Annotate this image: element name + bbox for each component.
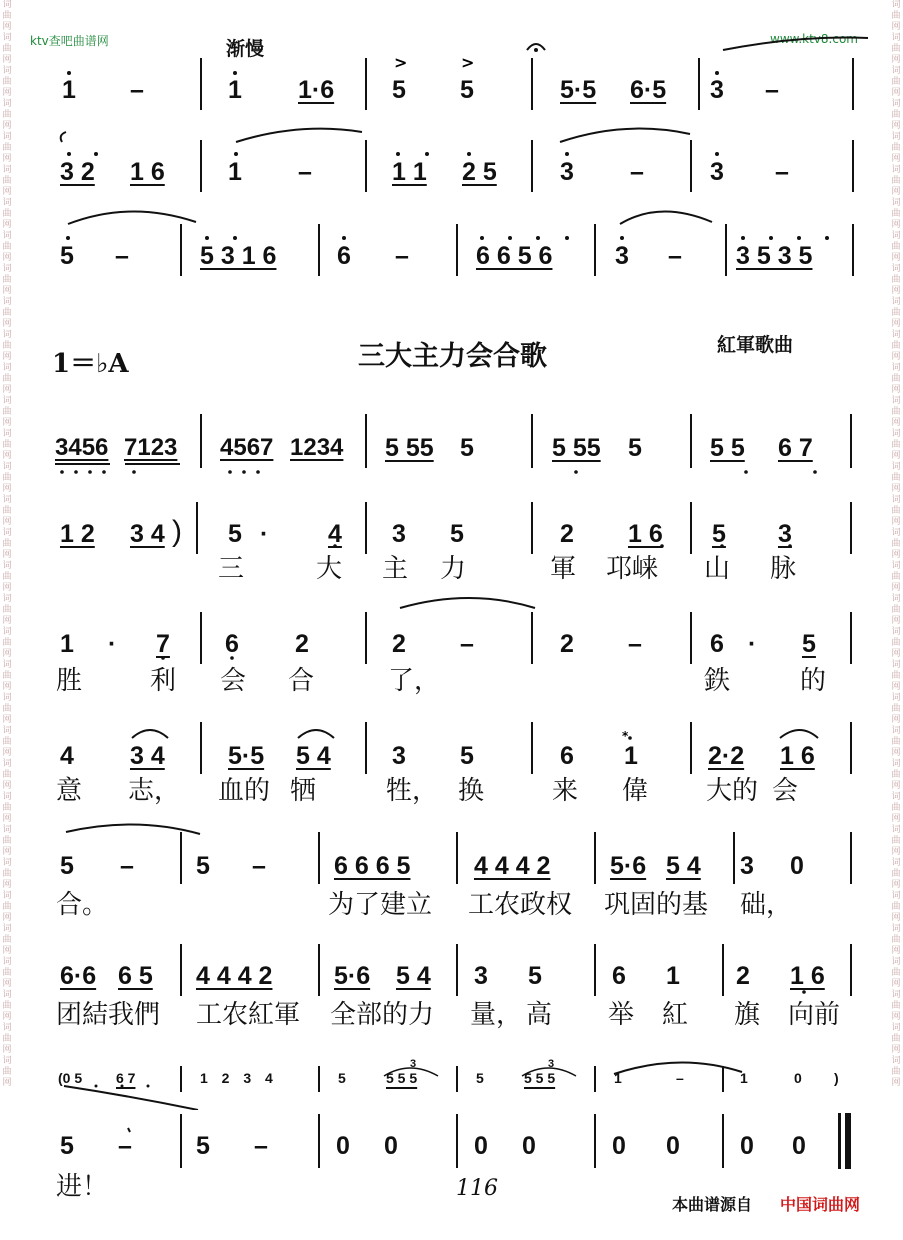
barline [200,722,202,774]
final-barline-thick [845,1113,851,1169]
lyric: 山 [704,554,731,584]
row10-markings [0,1110,903,1200]
note: – [628,630,642,658]
note: 6 7 [116,1070,136,1086]
barline [850,944,852,996]
note: 4 [60,742,74,770]
barline [698,58,700,110]
barline [722,944,724,996]
note: 5 4 [666,852,701,880]
note: 0 [474,1132,488,1160]
lyric: 牲， [386,776,439,806]
lyric: 偉 [622,776,649,806]
note: 1 [614,1070,622,1086]
note: 2 5 [462,158,497,186]
lyric: 工农紅軍 [196,1000,301,1030]
barline [850,722,852,774]
note: 3 [560,158,574,186]
lyric: 换 [458,776,485,806]
final-barline-thin [838,1113,841,1169]
note: 0 [740,1132,754,1160]
note: 2·2 [708,742,745,770]
lyric: 意 [56,776,83,806]
lyric: 高 [526,1000,553,1030]
tempo-mark: 渐慢 [226,38,265,60]
note: 2 [560,520,574,548]
lyric: 全部的力 [330,1000,435,1030]
source-label: 本曲谱源自 [672,1195,753,1214]
lyric: 进！ [56,1172,109,1202]
lyric: 邛崃 [606,554,659,584]
lyric: 旗 [734,1000,761,1030]
note: 5 [802,630,816,658]
lyric: 主 [382,554,409,584]
barline [365,414,367,468]
site-watermark-left: ktv查吧曲谱网 [30,34,109,48]
note: 5·5 [560,76,597,104]
note: 4 4 4 2 [474,852,551,880]
score-row-8 [0,810,903,930]
note: 6 [710,630,724,658]
note: – [115,242,129,270]
note: 1 6 [628,520,663,548]
note: · [260,520,269,548]
note: 1·6 [298,76,335,104]
note: 1 [228,76,242,104]
lyric: 利 [150,666,177,696]
note: 0 [794,1070,802,1086]
lyric: 了， [388,666,441,696]
svg-text:>: > [461,53,475,72]
lyric: 会 [772,776,799,806]
note: 3 [615,242,629,270]
note: 3 5 3 5 [736,242,813,270]
note: – [298,158,312,186]
note: 1 [228,158,242,186]
note: 5·6 [334,962,371,990]
barline [456,1066,458,1092]
note: 2 [736,962,750,990]
key-signature: 1＝♭A [52,349,129,379]
barline [733,832,735,884]
note: · [108,630,117,658]
barline [852,224,854,276]
note: 1 2 [60,520,95,548]
note: 1 6 [790,962,825,990]
note: 5 [392,76,406,104]
note: 5·5 [228,742,265,770]
note: 5 55 [552,434,601,462]
barline [200,140,202,192]
note: 3 [392,520,406,548]
lyric: 三 [218,554,245,584]
barline [852,140,854,192]
source-site-name: 中国词曲网 [780,1195,861,1214]
lyric: 巩固的基 [604,890,709,920]
note: 3 [740,852,754,880]
left-margin-watermark: 词曲网词曲网词曲网词曲网词曲网词曲网词曲网词曲网词曲网词曲网词曲网词曲网词曲网词曲网词曲网词曲网词曲网词曲网词曲网词曲网词曲网词曲网词曲网词曲网词曲网词曲网词曲网词曲网词曲网词曲网词曲网词曲网词曲网 [2,0,12,1088]
lyric: 脉 [770,554,797,584]
barline [200,612,202,664]
note: 0 [790,852,804,880]
note: 1 1 [392,158,427,186]
note: 1 2 3 4 [200,1070,273,1086]
note: 6·5 [630,76,667,104]
triplet-mark: 3 [548,1058,555,1070]
lyric: 合。 [56,890,109,920]
note: – [254,1132,268,1160]
barline [850,502,852,554]
barline [690,502,692,554]
barline [456,224,458,276]
barline [456,832,458,884]
lyric: 会 [220,666,247,696]
note: – [252,852,266,880]
note: 3456 [55,434,109,461]
note: · [748,630,757,658]
barline [180,832,182,884]
note: 1234 [290,434,344,461]
lyric: 志， [128,776,181,806]
note: 5 [528,962,542,990]
note: 2 [560,630,574,658]
barline [180,1066,182,1092]
barline [850,612,852,664]
row6-markings [0,590,903,700]
note: 5 3 1 6 [200,242,277,270]
note: 0 [666,1132,680,1160]
lyric: 力 [440,554,467,584]
barline [180,224,182,276]
lyric: 团結我們 [56,1000,161,1030]
svg-text:>: > [394,53,408,72]
svg-text:*: * [622,729,629,743]
song-category: 紅軍歌曲 [717,334,794,356]
lyric: 量， [470,1000,523,1030]
note: (0 5 [58,1070,83,1086]
note: – [460,630,474,658]
barline [531,140,533,192]
score-row-9 [0,930,903,1040]
note: 5 [196,1132,210,1160]
note: 3 4 [130,742,165,770]
barline [690,414,692,468]
note: 5 [460,742,474,770]
note: 3 [710,158,724,186]
lyric: 向前 [788,1000,841,1030]
lyric: 紅 [662,1000,689,1030]
note: – [395,242,409,270]
note: 7123 [124,434,178,461]
note: 3 [778,520,792,548]
note: – [630,158,644,186]
barline [722,1066,724,1092]
barline [365,58,367,110]
note: – [775,158,789,186]
note: 1 [60,630,74,658]
note: 5 [450,520,464,548]
barline [180,1114,182,1168]
lyric: 大的 [706,776,759,806]
barline [594,1066,596,1092]
note: 0 [792,1132,806,1160]
note: 5 [712,520,726,548]
note: 6 6 5 6 [476,242,553,270]
right-margin-watermark: 词曲网词曲网词曲网词曲网词曲网词曲网词曲网词曲网词曲网词曲网词曲网词曲网词曲网词曲网词曲网词曲网词曲网词曲网词曲网词曲网词曲网词曲网词曲网词曲网词曲网词曲网词曲网词曲网词曲网词曲网词曲网词曲网词曲网 [891,0,901,1088]
barline [531,58,533,110]
note: 5 4 [396,962,431,990]
barline [690,140,692,192]
note: ) [834,1070,839,1086]
note: 4 4 4 2 [196,962,273,990]
lyric: 举 [608,1000,635,1030]
note: 6·6 [60,962,97,990]
barline [594,224,596,276]
note: 5 [460,434,474,462]
barline [318,1114,320,1168]
note: 3 [474,962,488,990]
barline [690,722,692,774]
note: 6 6 6 5 [334,852,411,880]
note: 1 6 [780,742,815,770]
note: 5 [60,852,74,880]
note: – [668,242,682,270]
note: 5 [338,1070,346,1086]
note: 6 [612,962,626,990]
score-row-3 [0,200,903,290]
score-row-2 [0,120,903,200]
note: 7 [156,630,170,658]
note: 6 [560,742,574,770]
lyric: 础， [740,890,793,920]
barline [456,1114,458,1168]
note: 0 [612,1132,626,1160]
barline [850,832,852,884]
lyric: 軍 [550,554,577,584]
barline [200,58,202,110]
lyric: 牺 [290,776,317,806]
song-title: 三大主力会合歌 [358,341,547,372]
score-row-1 [0,0,903,120]
note: 5 [228,520,242,548]
barline [318,1066,320,1092]
barline [690,612,692,664]
page-number: 116 [456,1176,498,1201]
barline [850,414,852,468]
barline [852,58,854,110]
lyric: 血的 [218,776,271,806]
lyric: 为了建立 [328,890,433,920]
barline [196,502,198,554]
note: 2 [295,630,309,658]
note: 6 7 [778,434,813,462]
note: 5·6 [610,852,647,880]
barline [318,224,320,276]
lyric: 合 [288,666,315,696]
barline [365,612,367,664]
note: 5 5 5 [524,1070,556,1086]
lyric: 胜 [56,666,83,696]
score-row-5 [0,490,903,590]
note: 5 [196,852,210,880]
note: 6 [225,630,239,658]
note: 5 [476,1070,484,1086]
repeat-close-paren: ) [172,515,182,548]
note: 5 [60,242,74,270]
lyric: 工农政权 [468,890,573,920]
barline [531,612,533,664]
note: – [118,1132,132,1160]
barline [594,1114,596,1168]
barline [180,944,182,996]
note: 1 [62,76,76,104]
note: 5 4 [296,742,331,770]
note: 3 [392,742,406,770]
note: 5 55 [385,434,434,462]
score-row-10 [0,1110,903,1200]
note: 1 [740,1070,748,1086]
barline [365,140,367,192]
score-row-6 [0,590,903,700]
note: 3 [710,76,724,104]
barline [318,944,320,996]
note: 0 [522,1132,536,1160]
note: 2 [392,630,406,658]
note: 5 5 5 [386,1070,418,1086]
lyric: 大 [316,554,343,584]
barline [456,944,458,996]
barline [365,502,367,554]
barline [722,1114,724,1168]
note: 1 [666,962,680,990]
note: 5 [460,76,474,104]
lyric: 鉄 [704,666,731,696]
lyric: 的 [800,666,827,696]
note: 0 [336,1132,350,1160]
barline [531,414,533,468]
note: – [765,76,779,104]
note: 3 2 [60,158,95,186]
note: 1 6 [130,158,165,186]
barline [200,414,202,468]
note: 3 4 [130,520,165,548]
lyric: 来 [552,776,579,806]
barline [594,832,596,884]
score-row-4 [0,400,903,490]
note: 5 [60,1132,74,1160]
score-row-10-accompaniment [0,1050,903,1110]
note: 1 [624,742,638,770]
note: – [120,852,134,880]
note: 5 [628,434,642,462]
note: 5 5 [710,434,745,462]
note: 6 [337,242,351,270]
note: 0 [384,1132,398,1160]
barline [318,832,320,884]
barline [531,502,533,554]
barline [725,224,727,276]
site-watermark-right: www.ktv8.com [770,32,858,46]
note: – [676,1070,684,1086]
note: 6 5 [118,962,153,990]
barline [594,944,596,996]
triplet-mark: 3 [410,1058,417,1070]
note: – [130,76,144,104]
barline [365,722,367,774]
barline [531,722,533,774]
note: 4 [328,520,342,548]
score-row-7 [0,700,903,810]
note: 4567 [220,434,274,461]
